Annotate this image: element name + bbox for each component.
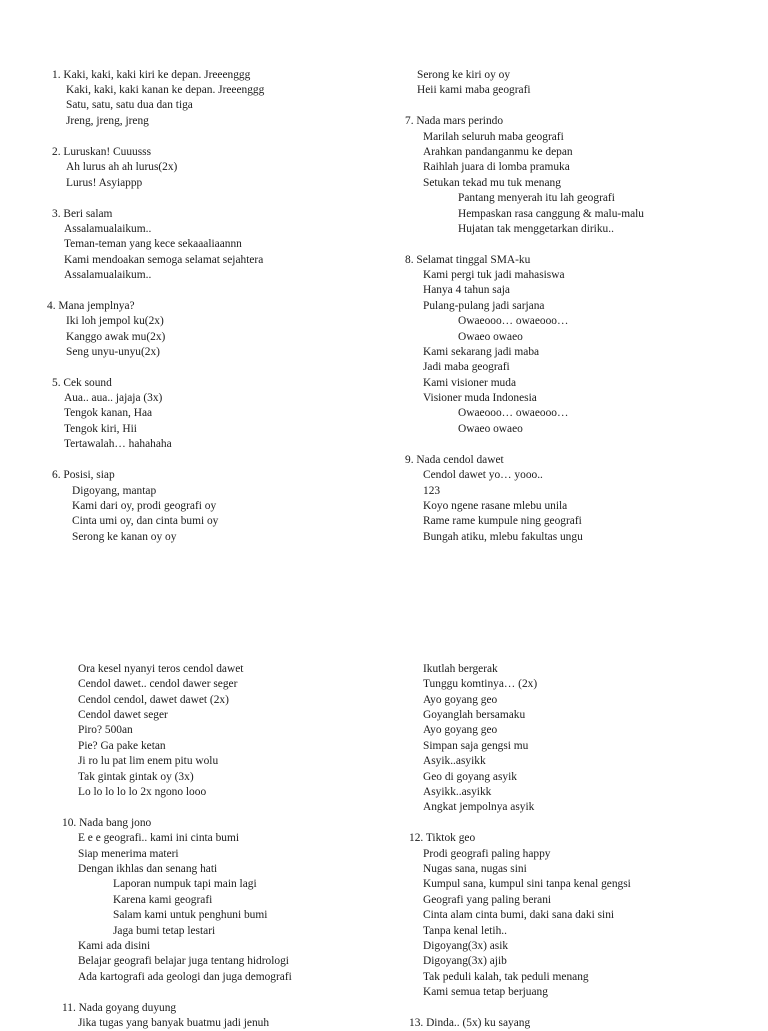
text-line: Ora kesel nyanyi teros cendol dawet [78, 663, 244, 675]
text-line: Laporan numpuk tapi main lagi [113, 878, 257, 890]
text-line: 4. Mana jemplnya? [47, 300, 135, 312]
text-line: Jadi maba geografi [423, 361, 510, 373]
text-line: Kami dari oy, prodi geografi oy [72, 500, 217, 512]
text-line: Cendol cendol, dawet dawet (2x) [78, 694, 229, 706]
text-line: 12. Tiktok geo [409, 832, 476, 844]
text-line: Visioner muda Indonesia [423, 392, 537, 404]
text-line: 8. Selamat tinggal SMA-ku [405, 254, 531, 266]
text-line: Kaki, kaki, kaki kanan ke depan. Jreeenggg [66, 84, 265, 96]
text-line: Tengok kiri, Hii [64, 423, 137, 435]
text-line: Kanggo awak mu(2x) [66, 331, 166, 343]
text-line: Serong ke kiri oy oy [417, 69, 511, 81]
text-line: Raihlah juara di lomba pramuka [423, 161, 570, 173]
text-line: 123 [423, 485, 441, 497]
text-line: 9. Nada cendol dawet [405, 454, 504, 466]
text-line: Cinta umi oy, dan cinta bumi oy [72, 515, 219, 527]
text-line: Cendol dawet.. cendol dawer seger [78, 678, 238, 690]
text-line: Tanpa kenal letih.. [423, 925, 507, 937]
text-line: Karena kami geografi [113, 894, 213, 906]
text-line: Lurus! Asyiappp [66, 177, 143, 189]
text-line: Jika tugas yang banyak buatmu jadi jenuh [78, 1017, 270, 1029]
text-line: 1. Kaki, kaki, kaki kiri ke depan. Jreeenggg [52, 69, 251, 81]
text-line: Hujatan tak menggetarkan diriku.. [458, 223, 614, 235]
text-line: Kami semua tetap berjuang [423, 986, 548, 998]
text-line: Asyik..asyikk [423, 755, 486, 767]
text-line: Prodi geografi paling happy [423, 848, 551, 860]
text-line: Salam kami untuk penghuni bumi [113, 909, 268, 921]
text-line: Seng unyu-unyu(2x) [66, 346, 160, 358]
text-line: Owaeo owaeo [458, 423, 523, 435]
text-line: Ayo goyang geo [423, 694, 498, 706]
text-line: 5. Cek sound [52, 377, 112, 389]
text-line: Ada kartografi ada geologi dan juga demografi [78, 971, 292, 983]
text-line: Kami sekarang jadi maba [423, 346, 540, 358]
text-line: Ji ro lu pat lim enem pitu wolu [78, 755, 219, 767]
text-line: Teman-teman yang kece sekaaaliaannn [64, 238, 242, 250]
text-line: Ikutlah bergerak [423, 663, 498, 675]
text-line: Digoyang(3x) ajib [423, 955, 507, 967]
text-line: Digoyang, mantap [72, 485, 157, 497]
text-line: Heii kami maba geografi [417, 84, 531, 96]
text-line: Iki loh jempol ku(2x) [66, 315, 164, 327]
text-line: Pulang-pulang jadi sarjana [423, 300, 545, 312]
text-line: Owaeooo… owaeooo… [458, 407, 569, 419]
text-line: 3. Beri salam [52, 208, 113, 220]
text-line: Bungah atiku, mlebu fakultas ungu [423, 531, 583, 543]
text-line: Simpan saja gengsi mu [423, 740, 529, 752]
text-line: Piro? 500an [78, 724, 133, 736]
text-line: Asyikk..asyikk [423, 786, 492, 798]
text-line: Kami ada disini [78, 940, 151, 952]
text-line: Angkat jempolnya asyik [423, 801, 535, 813]
text-line: 11. Nada goyang duyung [62, 1002, 177, 1014]
text-line: Ah lurus ah ah lurus(2x) [66, 161, 178, 173]
text-line: Assalamualaikum.. [64, 269, 152, 281]
text-line: Lo lo lo lo lo 2x ngono looo [78, 786, 207, 798]
text-line: Hanya 4 tahun saja [423, 284, 510, 296]
text-line: Geografi yang paling berani [423, 894, 552, 906]
text-line: 2. Luruskan! Cuuusss [52, 146, 152, 158]
text-line: Rame rame kumpule ning geografi [423, 515, 582, 527]
text-line: Kumpul sana, kumpul sini tanpa kenal gengsi [423, 878, 631, 890]
text-line: Aua.. aua.. jajaja (3x) [64, 392, 163, 404]
text-line: Cendol dawet seger [78, 709, 168, 721]
text-line: Jreng, jreng, jreng [66, 115, 149, 127]
text-line: Dengan ikhlas dan senang hati [78, 863, 218, 875]
text-line: Cinta alam cinta bumi, daki sana daki sini [423, 909, 615, 921]
text-line: Jaga bumi tetap lestari [113, 925, 216, 937]
text-line: 13. Dinda.. (5x) ku sayang [409, 1017, 531, 1029]
text-line: Kami visioner muda [423, 377, 517, 389]
text-line: Satu, satu, satu dua dan tiga [66, 99, 193, 111]
text-line: Geo di goyang asyik [423, 771, 517, 783]
text-line: Serong ke kanan oy oy [72, 531, 177, 543]
text-line: Pantang menyerah itu lah geografi [458, 192, 615, 204]
text-line: Tengok kanan, Haa [64, 407, 153, 419]
text-line: Pie? Ga pake ketan [78, 740, 166, 752]
text-line: Assalamualaikum.. [64, 223, 152, 235]
text-line: Digoyang(3x) asik [423, 940, 509, 952]
text-line: Belajar geografi belajar juga tentang hidrologi [78, 955, 289, 967]
text-line: 10. Nada bang jono [62, 817, 152, 829]
text-line: Owaeooo… owaeooo… [458, 315, 569, 327]
text-line: Hempaskan rasa canggung & malu-malu [458, 208, 644, 220]
text-line: Cendol dawet yo… yooo.. [423, 469, 543, 481]
text-line: 7. Nada mars perindo [405, 115, 504, 127]
text-line: Koyo ngene rasane mlebu unila [423, 500, 568, 512]
text-line: Tunggu komtinya… (2x) [423, 678, 538, 690]
text-line: Setukan tekad mu tuk menang [423, 177, 561, 189]
text-line: Kami pergi tuk jadi mahasiswa [423, 269, 565, 281]
text-line: Tak peduli kalah, tak peduli menang [423, 971, 589, 983]
text-line: Ayo goyang geo [423, 724, 498, 736]
text-line: Tak gintak gintak oy (3x) [78, 771, 194, 783]
text-line: 6. Posisi, siap [52, 469, 115, 481]
text-line: Goyanglah bersamaku [423, 709, 526, 721]
text-line: Siap menerima materi [78, 848, 179, 860]
text-line: Owaeo owaeo [458, 331, 523, 343]
text-line: Kami mendoakan semoga selamat sejahtera [64, 254, 264, 266]
text-line: Marilah seluruh maba geografi [423, 131, 564, 143]
text-line: Tertawalah… hahahaha [64, 438, 172, 450]
text-line: Nugas sana, nugas sini [423, 863, 527, 875]
text-line: Arahkan pandanganmu ke depan [423, 146, 573, 158]
text-line: E e e geografi.. kami ini cinta bumi [78, 832, 239, 844]
